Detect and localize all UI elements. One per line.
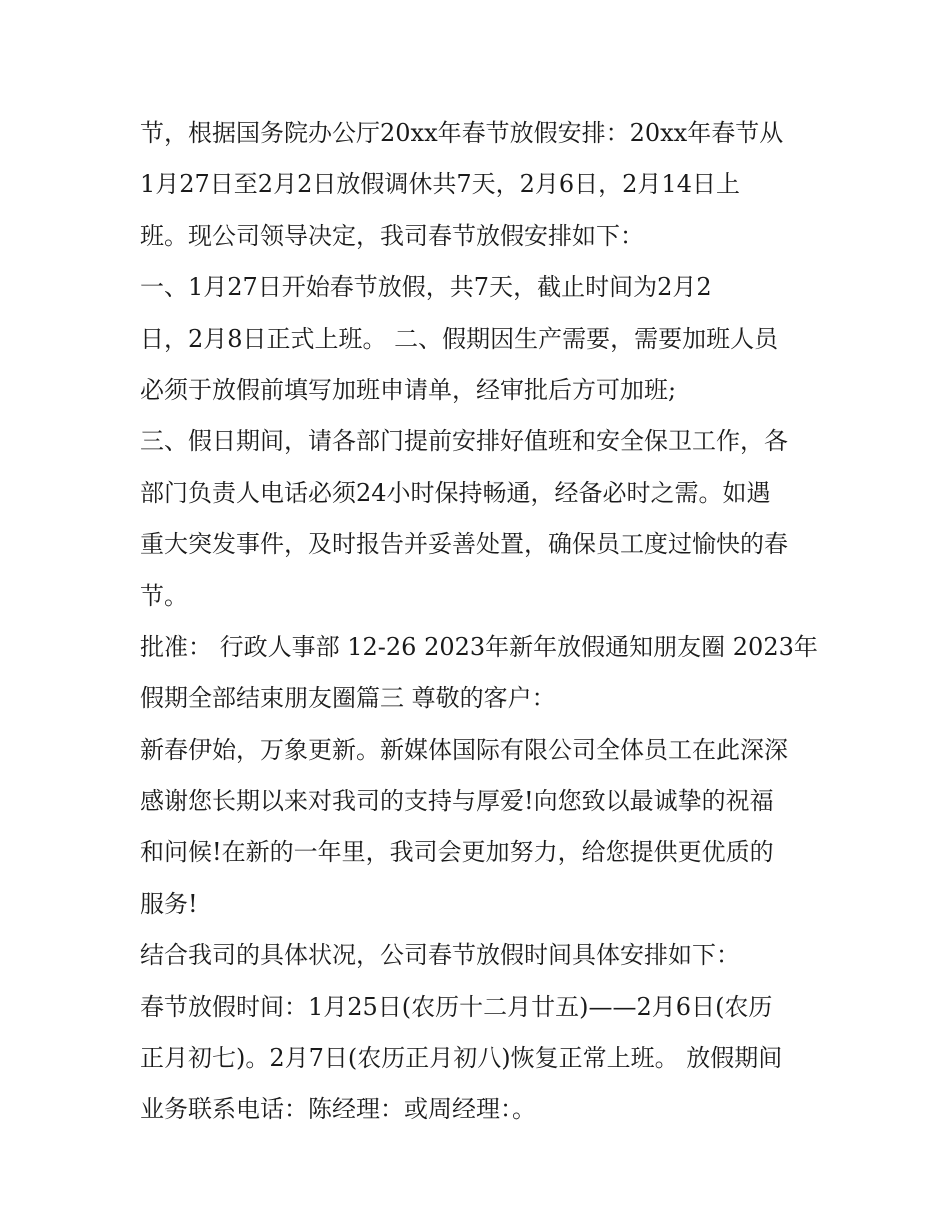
text-line-12: 假期全部结束朋友圈篇三 尊敬的客户： bbox=[140, 684, 556, 713]
text-line-4: 一、1月27日开始春节放假，共7天，截止时间为2月2 bbox=[140, 273, 712, 302]
text-line-9: 重大突发事件，及时报告并妥善处置，确保员工度过愉快的春 bbox=[140, 530, 788, 559]
text-line-20: 业务联系电话：陈经理：或周经理：。 bbox=[140, 1095, 536, 1124]
text-line-1: 节，根据国务院办公厅20xx年春节放假安排：20xx年春节从 bbox=[140, 119, 784, 147]
text-line-19: 正月初七)。2月7日(农历正月初八)恢复正常上班。 放假期间 bbox=[140, 1044, 783, 1073]
text-line-5: 日，2月8日正式上班。 二、假期因生产需要，需要加班人员 bbox=[140, 324, 779, 353]
text-line-18: 春节放假时间：1月25日(农历十二月廿五)——2月6日(农历 bbox=[140, 992, 773, 1021]
document-body bbox=[140, 108, 820, 1136]
text-line-11: 批准： 行政人事部 12-26 2023年新年放假通知朋友圈 2023年 bbox=[140, 632, 818, 661]
text-line-15: 和问候!在新的一年里，我司会更加努力，给您提供更优质的 bbox=[140, 838, 774, 867]
text-line-13: 新春伊始，万象更新。新媒体国际有限公司全体员工在此深深 bbox=[140, 735, 788, 764]
text-line-3: 班。现公司领导决定，我司春节放假安排如下： bbox=[140, 221, 644, 250]
text-line-14: 感谢您长期以来对我司的支持与厚爱!向您致以最诚挚的祝福 bbox=[140, 787, 774, 816]
text-line-6: 必须于放假前填写加班申请单，经审批后方可加班; bbox=[140, 375, 677, 404]
text-line-10: 节。 bbox=[140, 581, 188, 610]
text-line-8: 部门负责人电话必须24小时保持畅通，经备必时之需。如遇 bbox=[140, 478, 771, 507]
text-line-7: 三、假日期间，请各部门提前安排好值班和安全保卫工作，各 bbox=[140, 427, 788, 456]
text-line-2: 1月27日至2月2日放假调休共7天，2月6日，2月14日上 bbox=[140, 170, 740, 199]
text-line-17: 结合我司的具体状况，公司春节放假时间具体安排如下： bbox=[140, 941, 740, 970]
text-line-16: 服务! bbox=[140, 889, 198, 918]
